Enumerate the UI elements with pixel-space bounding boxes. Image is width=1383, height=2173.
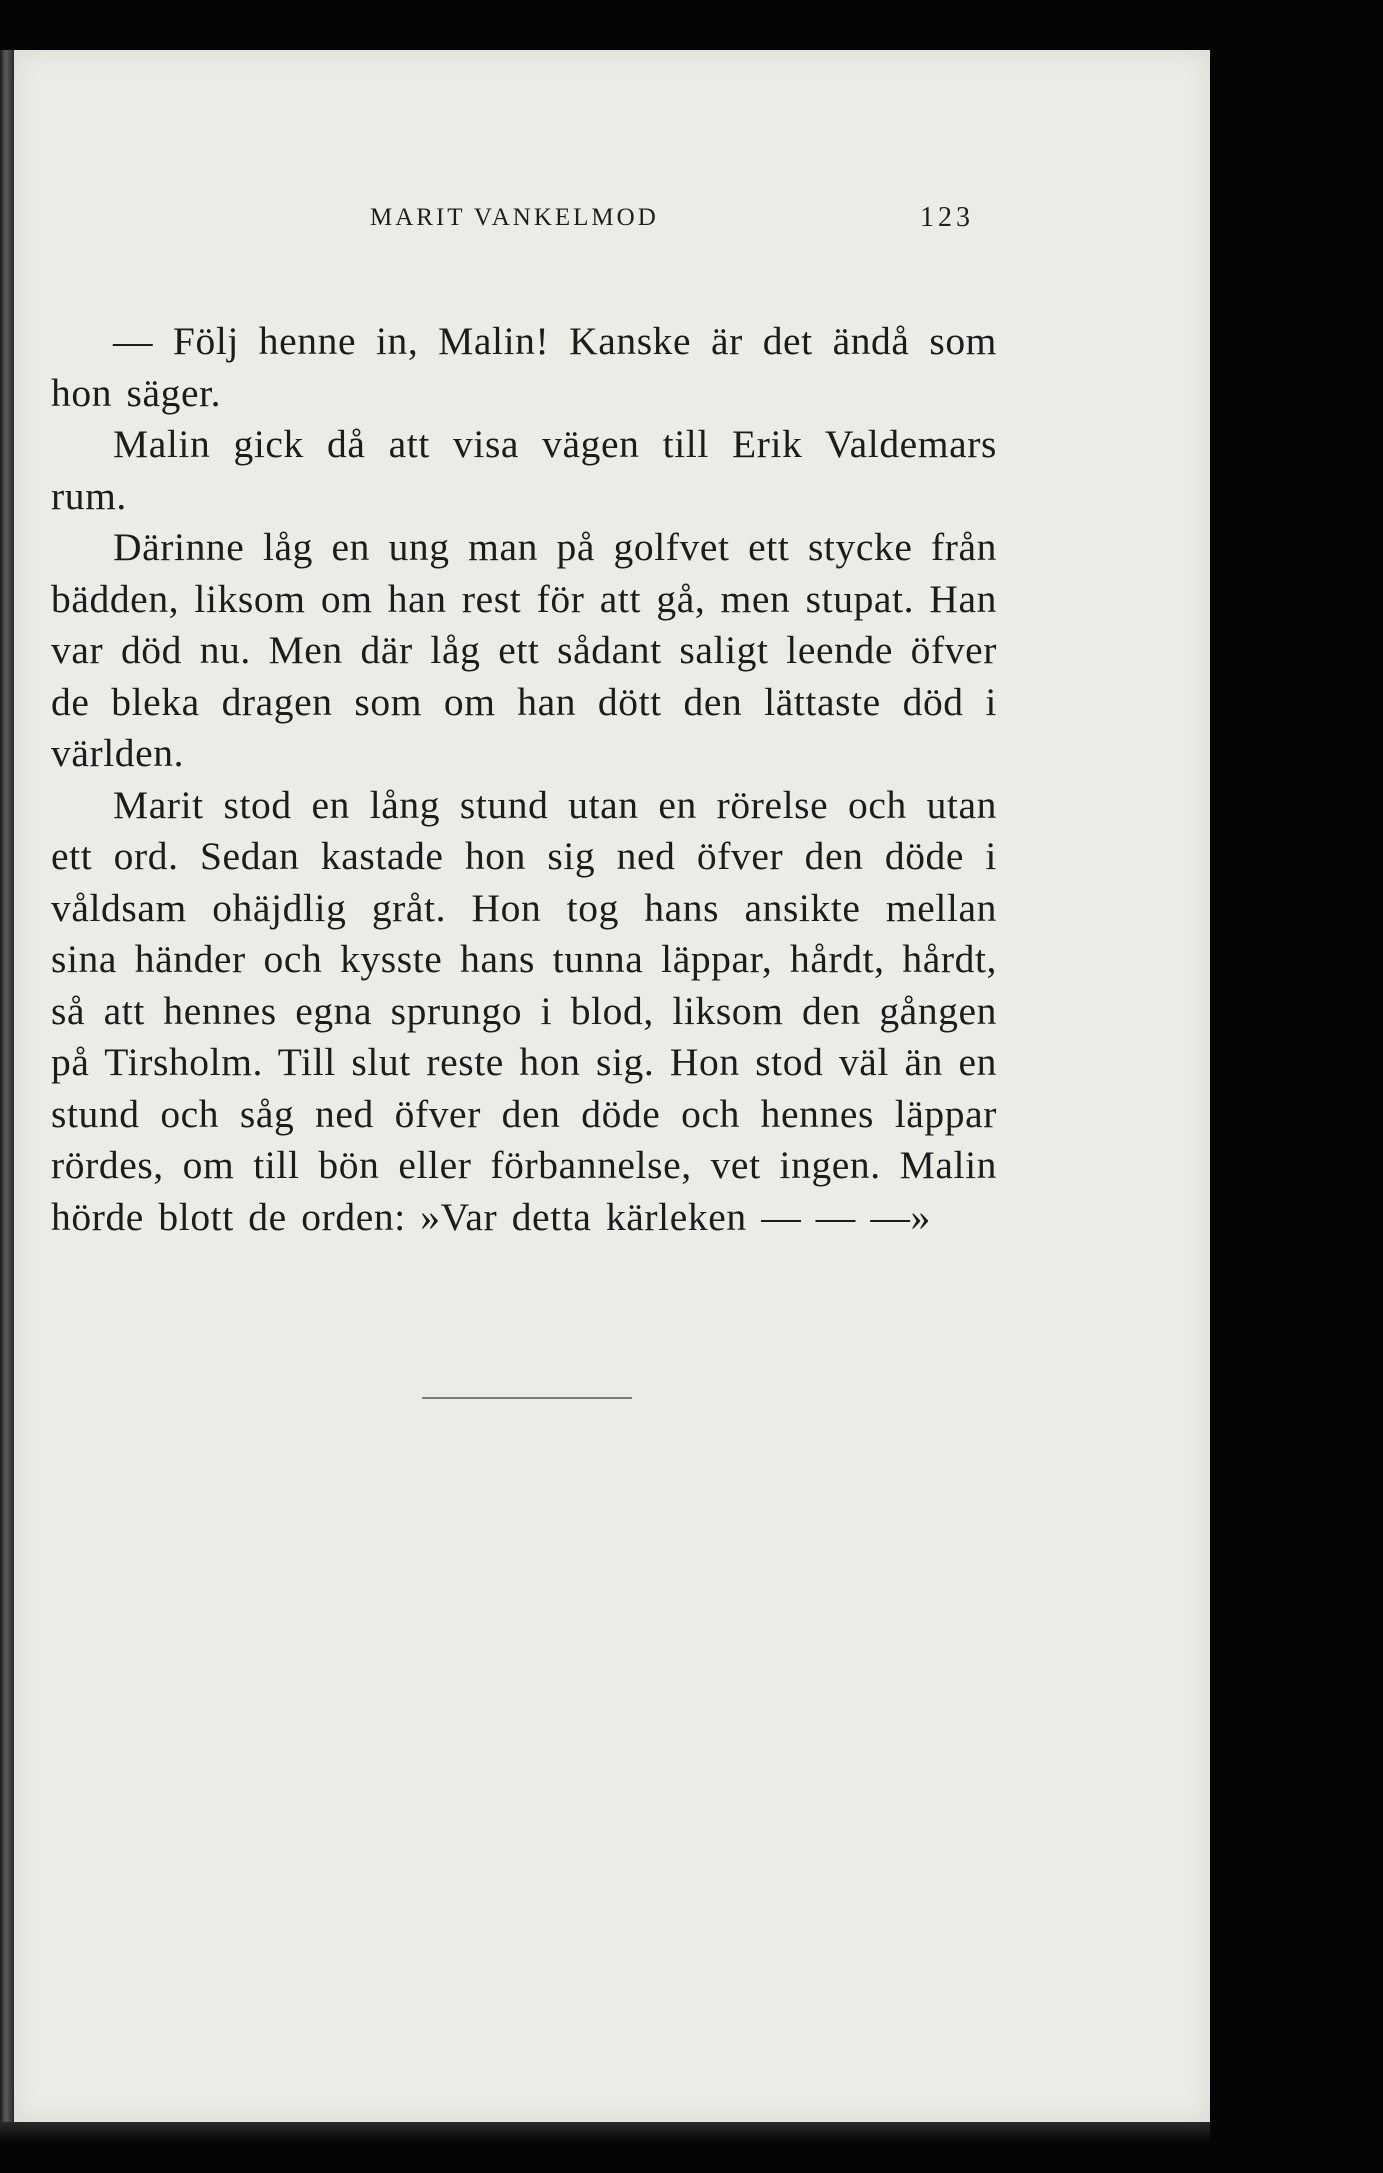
book-page bbox=[14, 50, 1210, 2122]
paragraph-2: Malin gick då att visa vägen till Erik Valdemars rum. bbox=[51, 422, 997, 518]
page-bottom-shadow bbox=[0, 2122, 1210, 2142]
chapter-end-rule bbox=[422, 1397, 632, 1399]
page-body bbox=[51, 316, 997, 1243]
paragraph-1: — Följ henne in, Malin! Kanske är det ändå som hon säger. bbox=[51, 319, 997, 415]
paragraph-4: Marit stod en lång stund utan en rörelse och utan ett ord. Sedan kastade hon sig ned öfver den döde i våldsam ohäjdlig gråt. Hon tog hans ansikte mellan sina händer och kysste hans tunna läppar, hårdt, hårdt, så att hennes egna sprungo i blod, liksom den gången på Tirsholm. Till slut reste hon sig. Hon stod väl än en stund och såg ned öfver den döde och hennes läppar rördes, om till bön eller förbannelse, vet ingen. Malin hörde blott de orden: »Var detta kärleken — — —» bbox=[51, 782, 997, 1239]
page-header bbox=[14, 204, 1210, 244]
book-edge bbox=[0, 50, 14, 2130]
paragraph-3: Därinne låg en ung man på golfvet ett stycke från bädden, liksom om han rest för att gå, men stupat. Han var död nu. Men där låg ett sådant saligt leende öfver de bleka dragen som om han dött den lättaste död i världen. bbox=[51, 525, 997, 775]
running-title: MARIT VANKELMOD bbox=[370, 204, 659, 231]
page-number: 123 bbox=[920, 202, 974, 233]
